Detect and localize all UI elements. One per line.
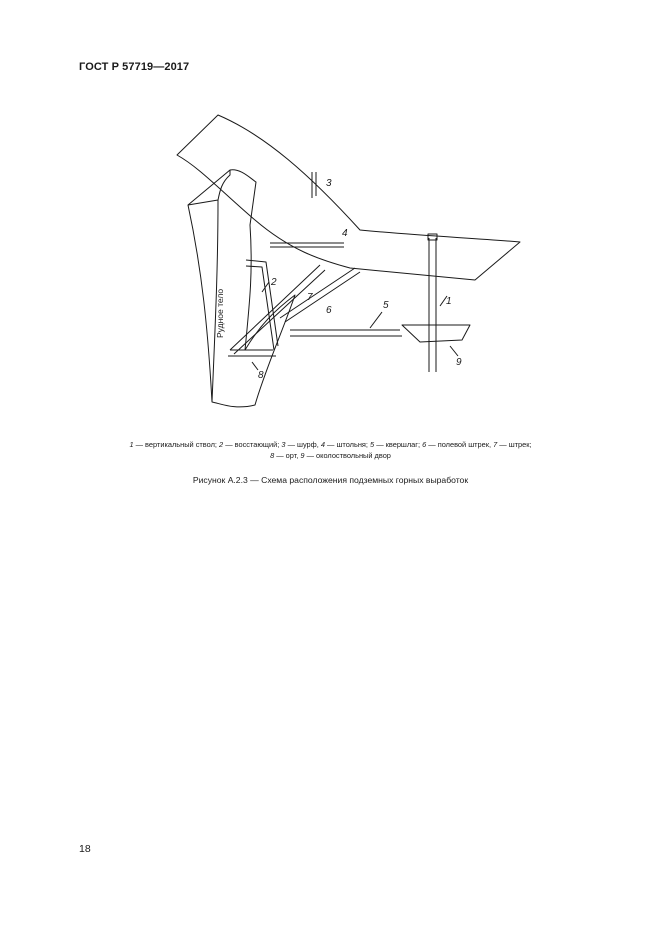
callout-5: 5 (383, 300, 389, 311)
leader-5 (370, 312, 382, 328)
figure-legend (60, 439, 601, 461)
surface-sheet (177, 115, 520, 280)
callout-6: 6 (326, 305, 332, 316)
callout-8: 8 (258, 370, 264, 381)
legend-line-2: 8 — орт, 9 — околоствольный двор (270, 451, 391, 460)
ore-body-label: Рудное тело (215, 288, 225, 338)
legend-line-1: 1 — вертикальный ствол; 2 — восстающий; 3 — шурф, 4 — штольня; 5 — квершлаг; 6 — полевой штрек, 7 — штрек; (129, 440, 532, 449)
callout-1: 1 (446, 296, 452, 307)
shaft-3 (312, 172, 316, 198)
diagram-svg (170, 110, 530, 415)
page-number: 18 (79, 843, 91, 855)
adit-4 (270, 243, 344, 247)
callout-9: 9 (456, 357, 462, 368)
callout-3: 3 (326, 178, 332, 189)
field-drift-6 (280, 268, 360, 322)
figure-caption: Рисунок А.2.3 — Схема расположения подземных горных выработок (192, 475, 469, 485)
callout-4: 4 (342, 228, 348, 239)
leader-9 (450, 346, 458, 356)
callout-2: 2 (271, 277, 277, 288)
vertical-shaft-1 (429, 238, 436, 372)
mine-workings-diagram (170, 110, 530, 415)
callout-7: 7 (307, 292, 313, 303)
crosscut-5 (290, 330, 402, 336)
ore-body (188, 170, 295, 407)
document-code: ГОСТ Р 57719—2017 (79, 61, 190, 73)
leader-8 (252, 362, 258, 370)
